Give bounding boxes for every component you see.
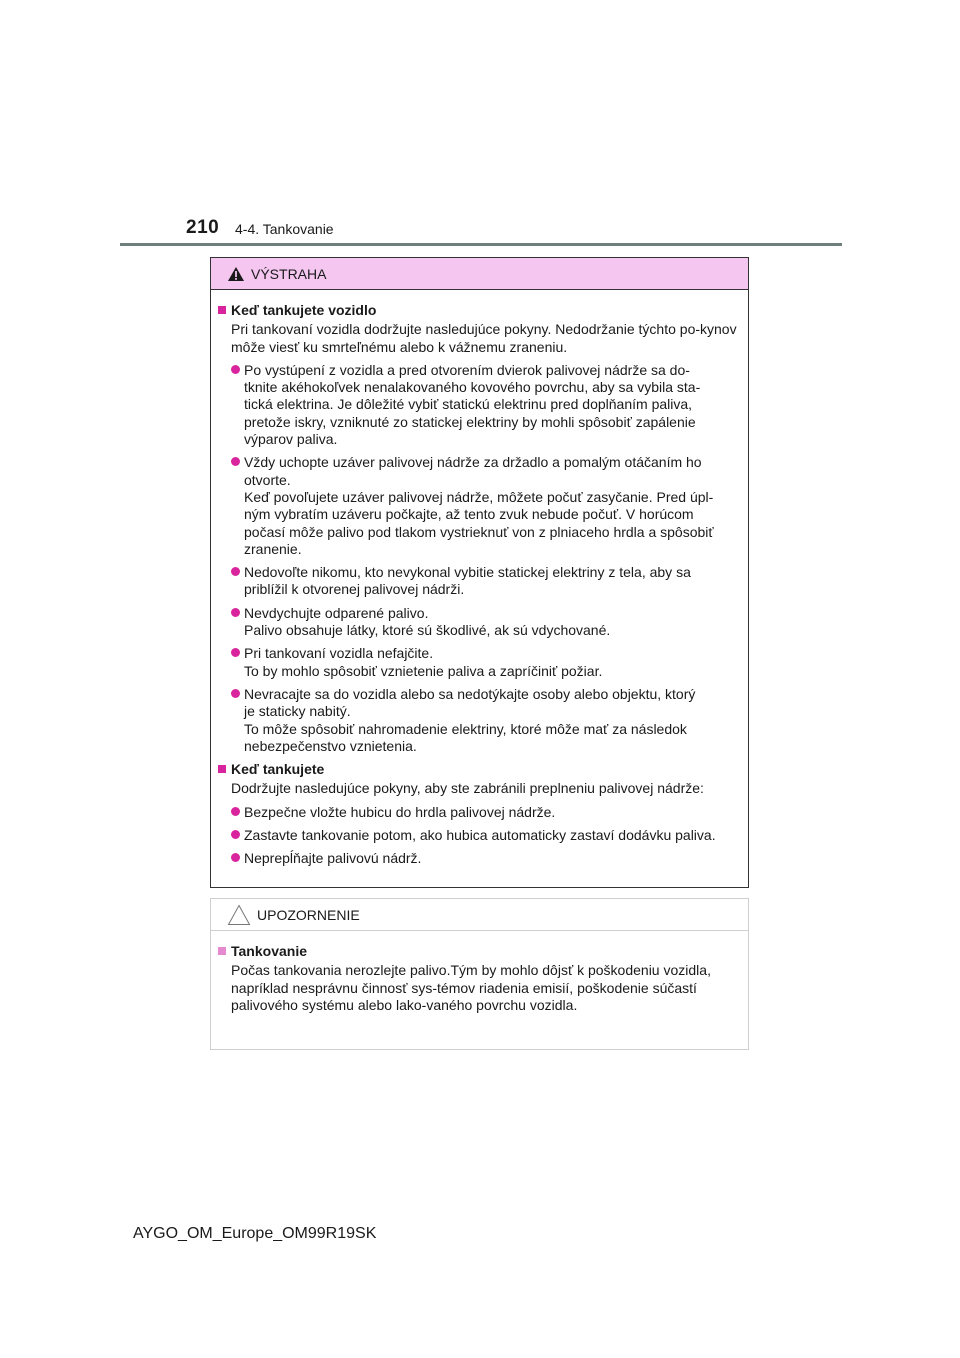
text-line: Neprepĺňajte palivovú nádrž. <box>244 850 422 867</box>
caution-header <box>211 899 748 931</box>
text-line: počasí môže palivo pod tlakom vystrieknuť von z plniaceho hrdla a spôsobiť <box>244 523 714 540</box>
warning-box <box>210 257 749 888</box>
text-line: Vždy uchopte uzáver palivovej nádrže za držadlo a pomalým otáčaním ho <box>244 454 702 471</box>
text-line: Keď povoľujete uzáver palivovej nádrže, môžete počuť zasyčanie. Pred úpl- <box>244 488 714 505</box>
caution-heading: Tankovanie <box>218 943 742 960</box>
warning-body <box>211 290 748 868</box>
text-line: Nevdychujte odparené palivo. <box>244 604 429 621</box>
header-rule <box>120 243 842 246</box>
caution-box <box>210 898 749 1050</box>
text-line: Tým by mohlo dôjsť k poškodeniu vozidla, napríklad nesprávnu činnosť sys- <box>231 962 711 996</box>
text-line: tická elektrina. Je dôležité vybiť statickú elektrinu pred doplňaním paliva, <box>244 396 693 413</box>
section-title: 4-4. Tankovanie <box>235 221 334 237</box>
text-line: kynov môže viesť ku smrteľnému alebo k vážnemu zraneniu. <box>231 321 737 355</box>
round-bullet-icon <box>231 689 240 698</box>
caution-body <box>211 931 748 1014</box>
square-bullet-icon <box>218 947 226 955</box>
round-bullet-icon <box>231 853 240 862</box>
warning-section-heading: Keď tankujete vozidlo <box>218 302 742 319</box>
footer-doc-code: AYGO_OM_Europe_OM99R19SK <box>133 1225 377 1242</box>
text-line: Počas tankovania nerozlejte palivo. <box>231 962 451 979</box>
round-bullet-icon <box>231 648 240 657</box>
caution-triangle-icon <box>227 904 251 926</box>
square-bullet-icon <box>218 306 226 314</box>
text-line: zranenie. <box>244 540 302 557</box>
text-line: Pri tankovaní vozidla dodržujte nasledujúce pokyny. Nedodržanie týchto po- <box>231 321 701 338</box>
text-line: ným vybratím uzáveru počkajte, až tento zvuk nebude počuť. V horúcom <box>244 506 694 523</box>
round-bullet-icon <box>231 457 240 466</box>
page-number: 210 <box>186 217 220 238</box>
list-item <box>231 454 742 558</box>
warning-title: VÝSTRAHA <box>251 265 327 282</box>
square-bullet-icon <box>218 765 226 773</box>
text-line: Dodržujte nasledujúce pokyny, aby ste zabránili preplneniu palivovej nádrže: <box>231 780 704 797</box>
list-item <box>231 850 742 867</box>
round-bullet-icon <box>231 365 240 374</box>
text-line: témov riadenia emisií, poškodenie súčastí palivového systému alebo lako- <box>231 979 697 1013</box>
text-line: To môže spôsobiť nahromadenie elektriny, ktoré môže mať za následok <box>244 720 687 737</box>
text-line: nebezpečenstvo vznietenia. <box>244 737 417 754</box>
text-line: To by mohlo spôsobiť vznietenie paliva a zapríčiniť požiar. <box>244 662 603 679</box>
text-line: Pri tankovaní vozidla nefajčite. <box>244 645 434 662</box>
caution-text <box>218 962 742 1014</box>
list-item <box>231 564 742 599</box>
list-item <box>231 362 742 448</box>
warning-triangle-icon <box>227 266 245 282</box>
list-item <box>231 804 742 821</box>
text-line: priblížil k otvorenej palivovej nádrži. <box>244 581 465 598</box>
text-line: Nevracajte sa do vozidla alebo sa nedotýkajte osoby alebo objektu, ktorý <box>244 685 696 702</box>
list-item <box>231 827 742 844</box>
round-bullet-icon <box>231 807 240 816</box>
text-line: Bezpečne vložte hubicu do hrdla palivovej nádrže. <box>244 803 556 820</box>
round-bullet-icon <box>231 608 240 617</box>
warning-section-intro <box>218 780 742 797</box>
text-line: pretože iskry, vzniknuté zo statickej elektriny by mohli spôsobiť zapálenie <box>244 413 696 430</box>
list-item <box>231 645 742 680</box>
text-line: tknite akéhokoľvek nenalakovaného kovového povrchu, aby sa vybila sta- <box>244 379 701 396</box>
text-line: výparov paliva. <box>244 431 338 448</box>
round-bullet-icon <box>231 830 240 839</box>
text-line: vaného povrchu vozidla. <box>426 996 578 1013</box>
text-line: otvorte. <box>244 471 291 488</box>
warning-section-intro <box>218 321 742 356</box>
text-line: Zastavte tankovanie potom, ako hubica automaticky zastaví dodávku paliva. <box>244 827 716 844</box>
caution-title: UPOZORNENIE <box>257 906 360 923</box>
warning-header <box>211 258 748 290</box>
round-bullet-icon <box>231 567 240 576</box>
text-line: je staticky nabitý. <box>244 703 351 720</box>
text-line: Nedovoľte nikomu, kto nevykonal vybitie statickej elektriny z tela, aby sa <box>244 564 691 581</box>
text-line: Po vystúpení z vozidla a pred otvorením dvierok palivovej nádrže sa do- <box>244 361 690 378</box>
text-line: Palivo obsahuje látky, ktoré sú škodlivé, ak sú vdychované. <box>244 622 611 639</box>
warning-section-heading: Keď tankujete <box>218 761 742 778</box>
list-item <box>231 686 742 755</box>
list-item <box>231 605 742 640</box>
